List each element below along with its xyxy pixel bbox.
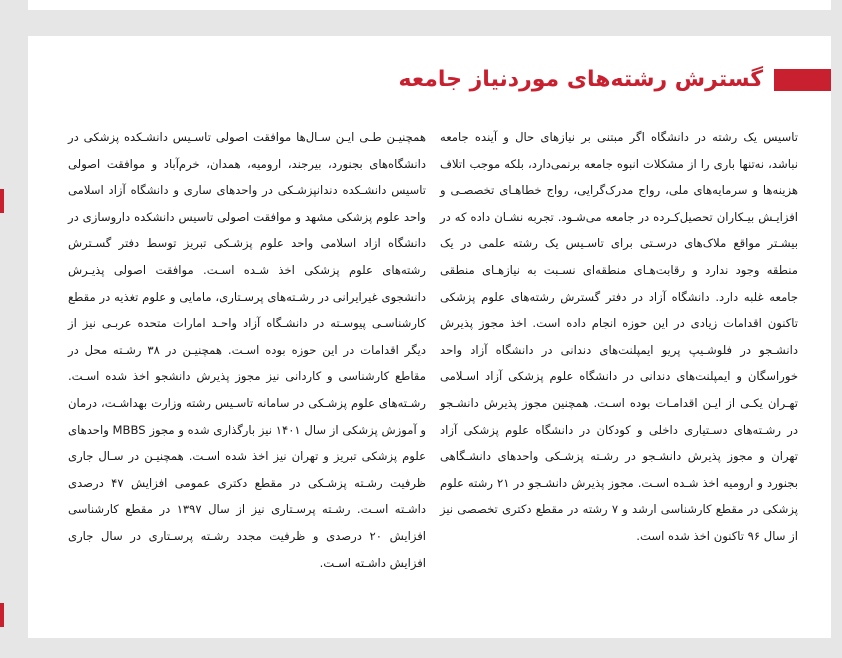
article-column-left: همچنیـن طـی ایـن سـال‌ها موافقت اصولی تاسـیس دانشـکده پزشکی در دانشگاه‌های بجنورد، بیرجند، ارومیه، همدان، خرم‌آباد و موافقت اصولی تاسیس دانشـکده دندانپزشـکی در واحدهای ساری و دانشگاه آزاد اسلامی واحد علوم پزشکی مشهد و موافقت اصولی تاسیس دانشکده داروسازی در دانشگاه ازاد اسلامی واحد علوم پزشـکی تبریز توسط دفتر گسـترش رشته‌های علوم پزشکی اخذ شـده اسـت. موافقت اصولی پذیـرش دانشجوی غیرایرانی در رشـته‌های پرسـتاری، مامایی و علوم تغذیه در مقطع کارشناسـی پیوسـته در دانشـگاه آزاد واحـد امارات متحده عربـی نیز از دیگر اقدامات در این حوزه بوده اسـت. همچنیـن در ۳۸ رشـته محل در مقاطع کارشناسی و کاردانی نیز مجوز پذیرش دانشجو اخذ شده اسـت. رشـته‌های علوم پزشـکی در سامانه تاسـیس رشته وزارت بهداشـت، درمان و آموزش پزشکی از سال ۱۴۰۱ نیز بارگذاری شده و مجوز MBBS واحدهای علوم پزشکی تبریز و تهران نیز اخذ شده اسـت. همچنیـن در سـال جاری ظرفیت رشـته پزشـکی در مقطع دکتری عمومی افزایش ۴۷ درصدی داشـته اسـت. رشـته پرسـتاری نیز از سال ۱۳۹۷ در مقطع کارشناسی افزایش ۲۰ درصدی و ظرفیت مجدد رشـته پرسـتاری در سال جاری افزایش داشـته اسـت. bbox=[68, 130, 426, 570]
article-column-right: تاسیس یک رشته در دانشگاه اگر مبتنی بر نیازهای حال و آینده جامعه نباشد، نه‌تنها باری را از مشکلات انبوه جامعه برنمی‌دارد، بلکه موجب اتلاف هزینه‌ها و سرمایه‌های ملی، رواج مدرک‌گرایی، رواج خطاهـای تخصصـی و افزایـش بیـکاران تحصیل‌کـرده در جامعه می‌شـود. تجربه نشـان داده که در بیشـتر مواقع ملاک‌های درسـتی برای تاسـیس یک رشته علمی در یک منطقه وجود ندارد و رقابت‌هـای منطقه‌ای نسـبت به نیازهـای منطقی جامعه غلبه دارد. دانشگاه آزاد در دفتر گسترش رشته‌های علوم پزشکی تاکنون اقدامات زیادی در این حوزه انجام داده است. اخذ مجوز پذیرش دانشـجو در فلوشـیپ پریو ایمپلنت‌های دندانی در دانشگاه آزاد واحد خوراسگان و ایمپلنت‌های دندانی در دانشگاه علوم پزشکی آزاد اسـلامی تهـران یکـی از ایـن اقدامـات بوده اسـت. همچنین مجوز پذیرش دانشـجو در رشـته‌های دسـتیاری داخلی و کودکان در دانشگاه علوم پزشکی آزاد تهران و مجوز پذیرش دانشـجو در رشـته پزشـکی واحدهای دانشـگاهی بجنورد و ارومیه اخذ شـده اسـت. مجوز پذیرش دانشـجو در ۲۱ رشته علوم پزشکی در مقطع کارشناسی ارشد و ۷ رشته در مقطع دکتری تخصصی نیز از سال ۹۶ تاکنون اخذ شده است. bbox=[440, 130, 798, 543]
article-title: گسترش رشته‌های موردنیاز جامعه bbox=[398, 67, 763, 92]
page-edge-marker bbox=[0, 189, 4, 213]
page-edge-marker bbox=[0, 603, 4, 627]
previous-article-card bbox=[28, 0, 831, 10]
article-card bbox=[28, 36, 831, 638]
title-accent-bar bbox=[774, 69, 831, 91]
